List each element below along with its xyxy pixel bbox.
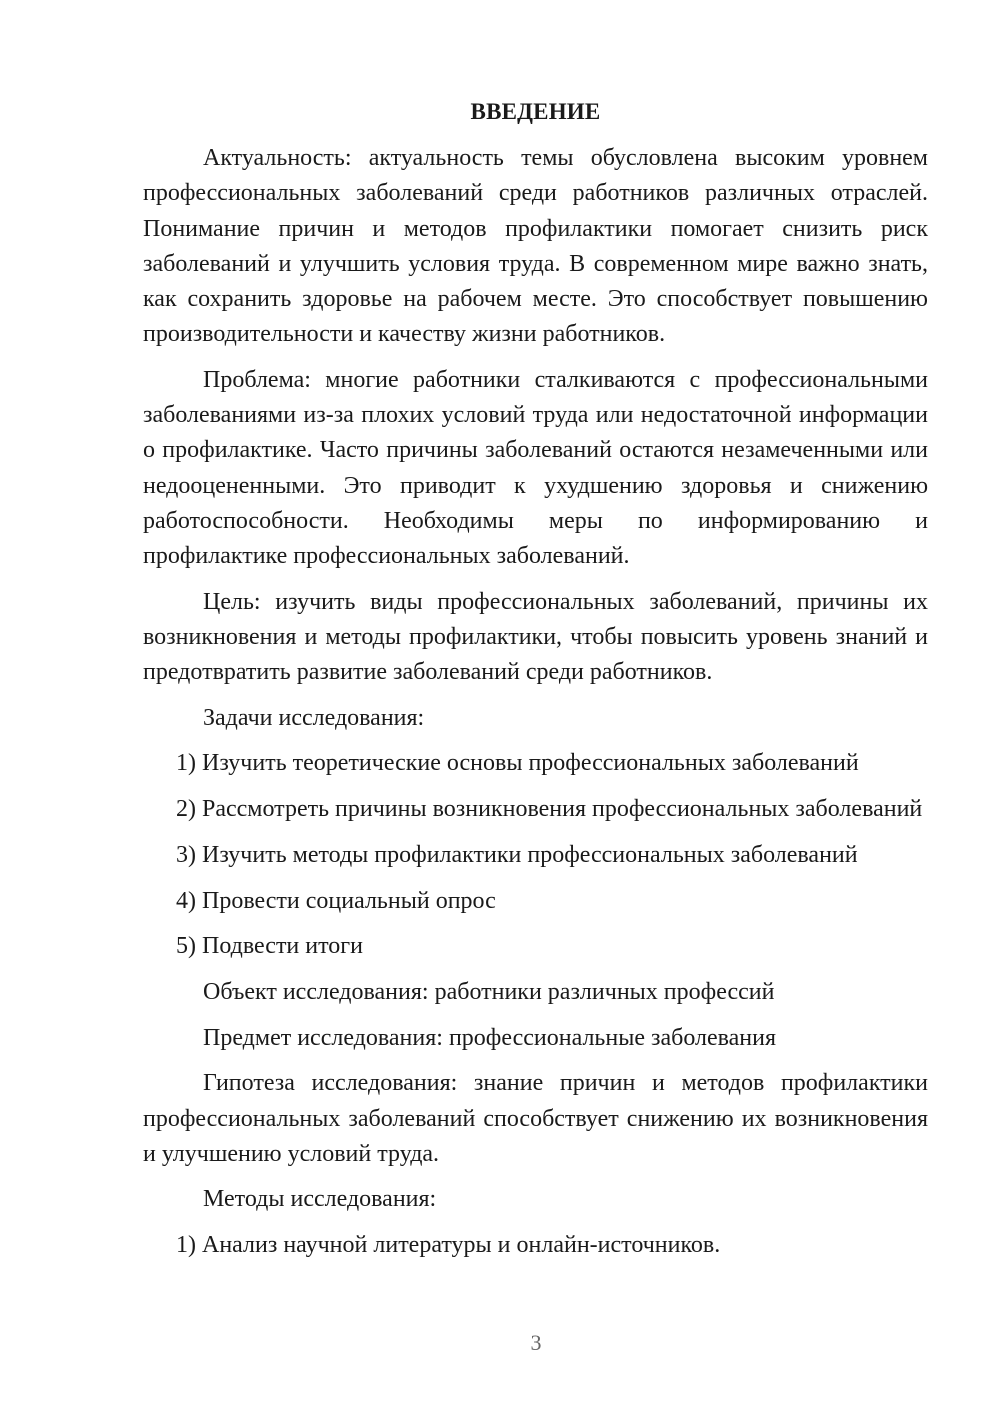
research-hypothesis: Гипотеза исследования: знание причин и методов профилактики профессиональных заболеваний способствует снижению их возникновения и улучшению условий труда. [143, 1070, 928, 1167]
section-heading: ВВЕДЕНИЕ [470, 99, 601, 124]
paragraph-problem: Проблема: многие работники сталкиваются с профессиональными заболеваниями из-за плохих условий труда или недостаточной информации о профилактике. Часто причины заболеваний остаются незамеченными или недооцененными. Это приводит к ухудшению здоровья и снижению работоспособности. Необходимы меры по информированию и профилактике профессиональных заболеваний. [143, 366, 928, 569]
task-item-2: 2) Рассмотреть причины возникновения профессиональных заболеваний [176, 796, 923, 823]
research-subject: Предмет исследования: профессиональные заболевания [203, 1024, 777, 1051]
method-item-1: 1) Анализ научной литературы и онлайн-источников. [176, 1232, 721, 1259]
task-item-1: 1) Изучить теоретические основы профессиональных заболеваний [176, 750, 859, 777]
task-item-4: 4) Провести социальный опрос [176, 887, 496, 914]
paragraph-relevance: Актуальность: актуальность темы обусловлена высоким уровнем профессиональных заболеваний среди работников различных отраслей. Понимание причин и методов профилактики помогает снизить риск заболеваний и улучшить условия труда. В современном мире важно знать, как сохранить здоровье на рабочем месте. Это способствует повышению производительности и качеству жизни работников. [143, 145, 928, 348]
research-object: Объект исследования: работники различных профессий [203, 978, 775, 1005]
page-content [143, 94, 928, 1274]
tasks-title: Задачи исследования: [203, 704, 425, 731]
methods-title: Методы исследования: [203, 1186, 437, 1213]
page-number: 3 [530, 1330, 542, 1355]
task-item-5: 5) Подвести итоги [176, 933, 363, 960]
task-item-3: 3) Изучить методы профилактики профессиональных заболеваний [176, 841, 858, 868]
paragraph-goal: Цель: изучить виды профессиональных заболеваний, причины их возникновения и методы профилактики, чтобы повысить уровень знаний и предотвратить развитие заболеваний среди работников. [143, 588, 928, 686]
